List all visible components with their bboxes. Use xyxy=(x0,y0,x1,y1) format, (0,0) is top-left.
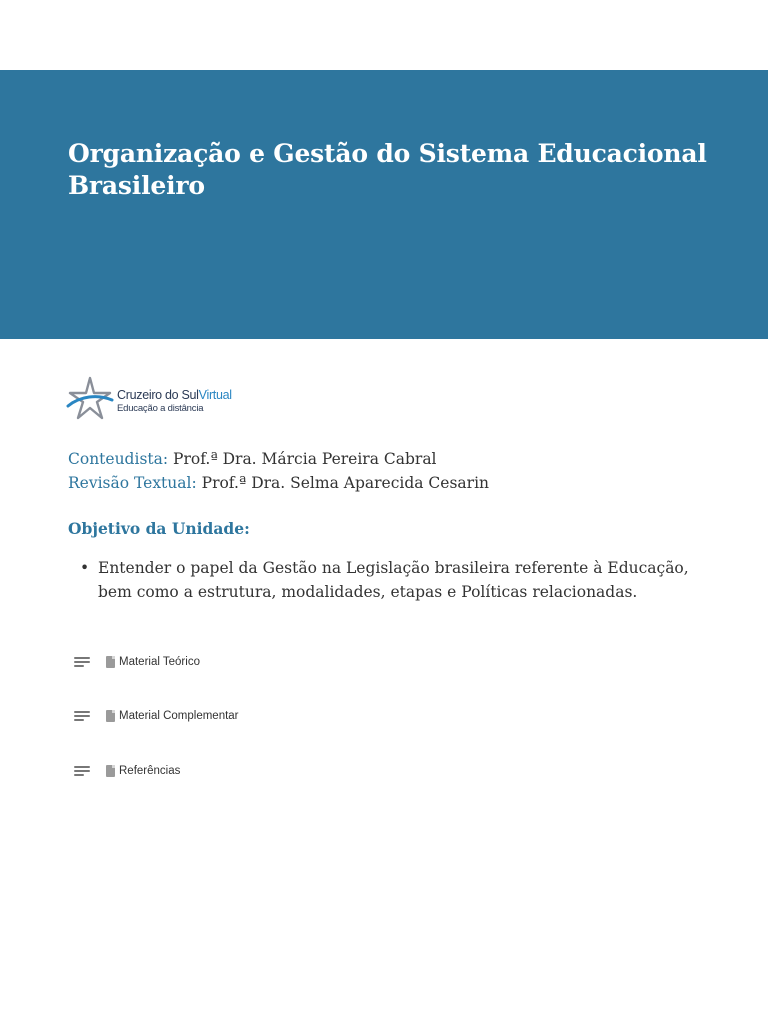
logo-brand-primary: Cruzeiro do Sul xyxy=(117,388,199,402)
toc-item-referencias[interactable] xyxy=(74,761,180,781)
toc-item-label: Referências xyxy=(119,765,181,777)
logo-tagline: Educação a distância xyxy=(117,403,204,414)
document-icon xyxy=(106,656,115,668)
objective-heading: Objetivo da Unidade: xyxy=(68,519,250,538)
list-item xyxy=(68,556,698,604)
toc-item-material-complementar[interactable] xyxy=(74,706,239,726)
review-line xyxy=(68,471,489,495)
review-label: Revisão Textual: xyxy=(68,474,197,492)
bullet-icon: • xyxy=(80,559,90,577)
toc-item-label: Material Complementar xyxy=(119,710,239,722)
objective-text: Entender o papel da Gestão na Legislação brasileira referente à Educação, bem como a estrutura, modalidades, etapas e Políticas relacionadas. xyxy=(98,559,689,601)
logo-wordmark xyxy=(117,388,232,402)
review-value: Prof.ª Dra. Selma Aparecida Cesarin xyxy=(201,474,490,492)
author-line xyxy=(68,447,489,471)
objective-list xyxy=(68,556,698,604)
author-value: Prof.ª Dra. Márcia Pereira Cabral xyxy=(173,450,437,468)
text-align-left-icon xyxy=(74,710,90,722)
star-logo-icon xyxy=(66,376,114,422)
page-title: Organização e Gestão do Sistema Educacional Brasileiro xyxy=(68,139,707,200)
credits xyxy=(68,447,489,495)
logo-brand-secondary: Virtual xyxy=(198,388,232,402)
toc-item-material-teorico[interactable] xyxy=(74,652,200,672)
header-banner xyxy=(0,70,768,339)
toc-item-label: Material Teórico xyxy=(119,656,200,668)
text-align-left-icon xyxy=(74,765,90,777)
logo xyxy=(66,376,246,422)
document-icon xyxy=(106,765,115,777)
document-icon xyxy=(106,710,115,722)
text-align-left-icon xyxy=(74,656,90,668)
author-label: Conteudista: xyxy=(68,450,169,468)
